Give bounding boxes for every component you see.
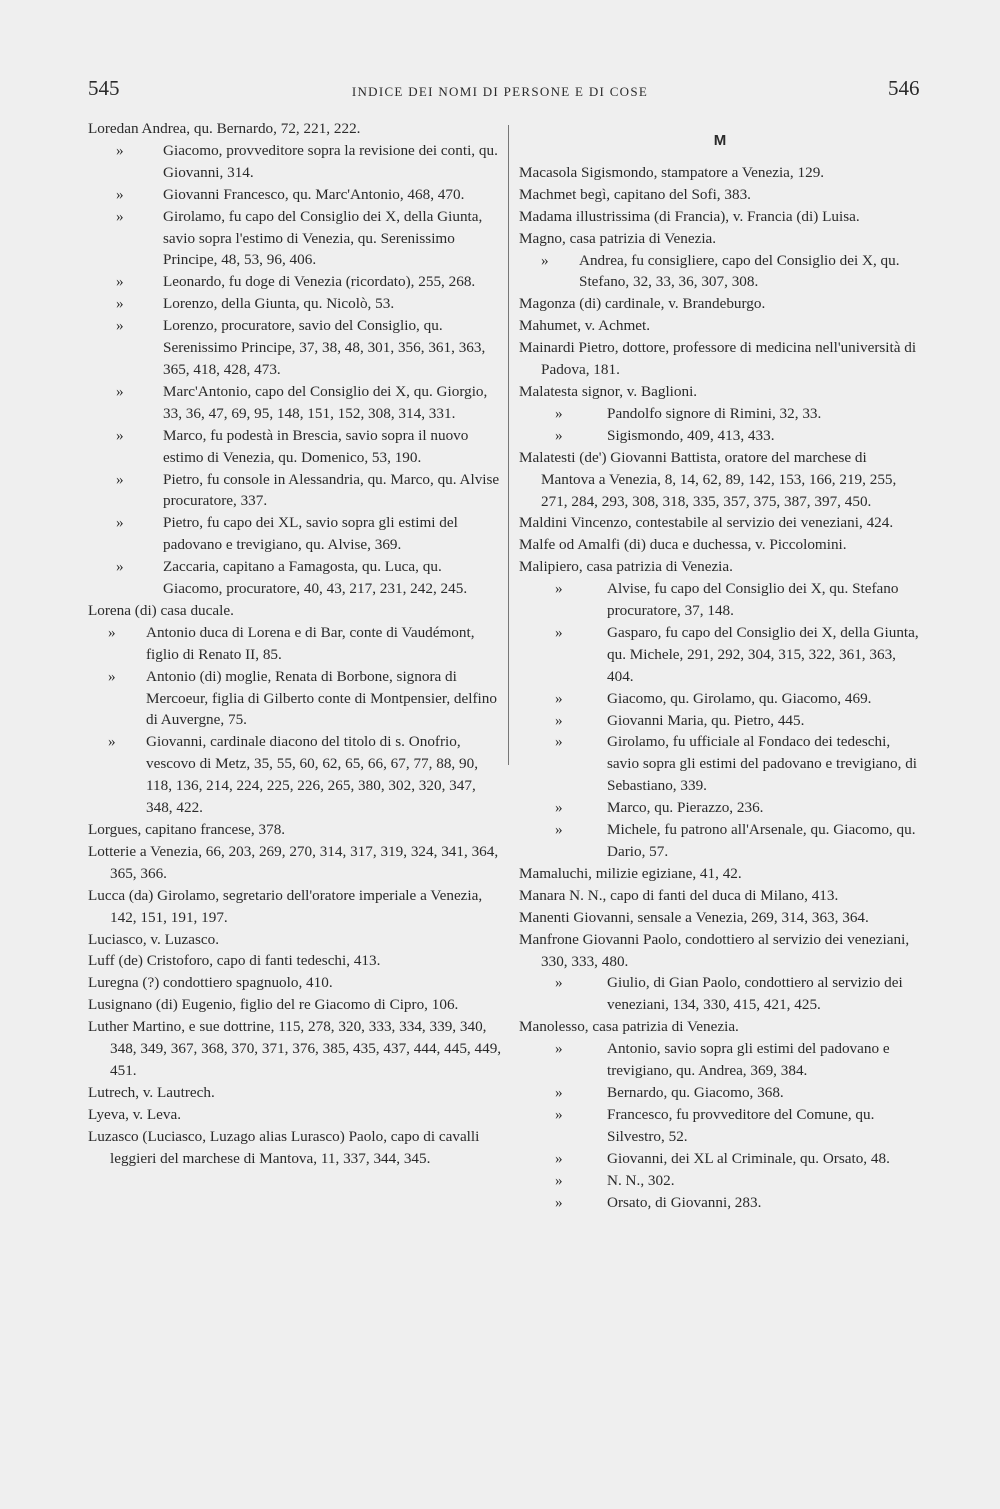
index-entry: [519, 907, 921, 929]
index-entry: [519, 315, 921, 337]
index-entry: [519, 381, 921, 403]
ditto-mark: »: [541, 251, 549, 269]
index-entry: [88, 118, 502, 140]
entry-text: Malfe od Amalfi (di) duca e duchessa, v. Piccolomini.: [519, 536, 847, 554]
entry-text: Lorgues, capitano francese, 378.: [88, 821, 286, 838]
entry-text: Marc'Antonio, capo del Consiglio dei X, qu. Giorgio, 33, 36, 47, 69, 95, 148, 151, 152, 308, 314, 331.: [163, 382, 488, 422]
entry-text: Alvise, fu capo del Consiglio dei X, qu. Stefano procuratore, 37, 148.: [607, 580, 899, 620]
index-entry: [88, 425, 502, 469]
index-entry: [519, 710, 921, 732]
index-entry: [88, 206, 502, 272]
entry-text: Luzasco (Luciasco, Luzago alias Lurasco) Paolo, capo di cavalli leggieri del marchese di Mantova, 11, 337, 344, 345.: [88, 1127, 480, 1167]
entry-text: Mahumet, v. Achmet.: [519, 317, 651, 335]
entry-text: Luff (de) Cristoforo, capo di fanti tedeschi, 413.: [88, 952, 381, 970]
index-entry: [88, 1126, 502, 1170]
index-entry: [88, 140, 502, 184]
index-entry: [519, 184, 921, 206]
ditto-mark: »: [116, 185, 124, 203]
index-entry: [88, 1082, 502, 1104]
entry-text: Giulio, di Gian Paolo, condottiero al servizio dei veneziani, 134, 330, 415, 421, 425.: [607, 974, 903, 1014]
ditto-mark: »: [116, 382, 124, 400]
index-entry: [88, 469, 502, 513]
entry-text: Pietro, fu console in Alessandria, qu. Marco, qu. Alvise procuratore, 337.: [163, 470, 500, 510]
ditto-mark: »: [555, 623, 563, 641]
index-entry: [88, 972, 502, 994]
entry-text: Lusignano (di) Eugenio, figlio del re Giacomo di Cipro, 106.: [88, 996, 459, 1014]
entry-text: Leonardo, fu doge di Venezia (ricordato), 255, 268.: [163, 273, 476, 291]
ditto-mark: »: [555, 1040, 563, 1058]
entry-text: Manara N. N., capo di fanti del duca di Milano, 413.: [519, 886, 839, 904]
ditto-mark: »: [116, 317, 124, 335]
index-entry: [519, 972, 921, 1016]
ditto-mark: »: [116, 470, 124, 488]
ditto-mark: »: [116, 295, 124, 313]
entry-text: Lorenzo, procuratore, savio del Consiglio, qu. Serenissimo Principe, 37, 38, 48, 301, 356, 361, 363, 365, 418, 428, 473.: [163, 317, 486, 378]
entry-text: Magonza (di) cardinale, v. Brandeburgo.: [519, 295, 766, 313]
index-entry: [519, 1148, 921, 1170]
index-entry: [88, 184, 502, 206]
index-entry: [519, 293, 921, 315]
index-entry: [519, 250, 921, 294]
index-entry: [519, 447, 921, 513]
ditto-mark: »: [555, 799, 563, 817]
running-header: INDICE DEI NOMI DI PERSONE E DI COSE: [351, 84, 649, 99]
index-entry: [88, 622, 502, 666]
section-letter: M: [713, 132, 727, 149]
ditto-mark: »: [555, 1083, 563, 1101]
index-entry: [88, 994, 502, 1016]
entry-text: Girolamo, fu ufficiale al Fondaco dei tedeschi, savio sopra gli estimi del padovano e trevigiano, di Sebastiano, 339.: [607, 733, 918, 795]
index-entry: [519, 403, 921, 425]
index-entry: [519, 534, 921, 556]
index-entry: [88, 819, 502, 841]
entry-text: Bernardo, qu. Giacomo, 368.: [607, 1083, 784, 1101]
entry-text: Lorena (di) casa ducale.: [88, 601, 234, 619]
index-entry: [88, 512, 502, 556]
ditto-mark: »: [555, 733, 563, 751]
entry-text: Madama illustrissima (di Francia), v. Francia (di) Luisa.: [519, 207, 860, 225]
index-entry: [519, 512, 921, 534]
entry-text: Malatesta signor, v. Baglioni.: [519, 382, 698, 400]
entry-text: Mainardi Pietro, dottore, professore di medicina nell'università di Padova, 181.: [519, 339, 917, 379]
index-entry: [88, 1104, 502, 1126]
ditto-mark: »: [555, 974, 563, 992]
index-entry: [519, 337, 921, 381]
entry-text: Mamaluchi, milizie egiziane, 41, 42.: [519, 864, 742, 882]
index-entry: [88, 556, 502, 600]
index-entry: [519, 819, 921, 863]
entry-text: Giovanni, dei XL al Criminale, qu. Orsato, 48.: [607, 1149, 890, 1167]
index-entry: [88, 315, 502, 381]
entry-text: Antonio, savio sopra gli estimi del padovano e trevigiano, qu. Andrea, 369, 384.: [607, 1040, 890, 1080]
entry-text: Antonio duca di Lorena e di Bar, conte di Vaudémont, figlio di Renato II, 85.: [146, 623, 475, 663]
index-entry: [88, 293, 502, 315]
entry-text: Giacomo, qu. Girolamo, qu. Giacomo, 469.: [607, 689, 872, 707]
entry-text: Macasola Sigismondo, stampatore a Venezia, 129.: [519, 163, 825, 181]
index-entry: [519, 1170, 921, 1192]
index-entry: [519, 885, 921, 907]
ditto-mark: »: [555, 1105, 563, 1123]
ditto-mark: »: [108, 667, 116, 685]
index-entry: [519, 731, 921, 797]
entry-text: Manolesso, casa patrizia di Venezia.: [519, 1018, 739, 1036]
entry-text: Orsato, di Giovanni, 283.: [607, 1193, 762, 1211]
ditto-mark: »: [116, 207, 124, 225]
index-entry: [88, 666, 502, 732]
ditto-mark: »: [116, 273, 124, 291]
entry-text: Lyeva, v. Leva.: [88, 1105, 182, 1123]
column-divider: [508, 125, 509, 765]
index-entry: [519, 1192, 921, 1214]
entry-text: Marco, qu. Pierazzo, 236.: [607, 799, 764, 817]
index-entry: [88, 1016, 502, 1082]
index-entry: [88, 950, 502, 972]
entry-text: Machmet begì, capitano del Sofi, 383.: [519, 185, 751, 203]
ditto-mark: »: [116, 426, 124, 444]
ditto-mark: »: [555, 1149, 563, 1167]
index-entry: [519, 863, 921, 885]
entry-text: Luciasco, v. Luzasco.: [88, 930, 220, 948]
ditto-mark: »: [555, 426, 563, 444]
ditto-mark: »: [555, 711, 563, 729]
entry-text: Andrea, fu consigliere, capo del Consiglio dei X, qu. Stefano, 32, 33, 36, 307, 308.: [579, 251, 900, 291]
entry-text: Luregna (?) condottiero spagnuolo, 410.: [88, 974, 333, 992]
entry-text: Sigismondo, 409, 413, 433.: [607, 426, 775, 444]
entry-text: Zaccaria, capitano a Famagosta, qu. Luca, qu. Giacomo, procuratore, 40, 43, 217, 231, 242, 245.: [163, 558, 468, 598]
index-entry: [519, 1104, 921, 1148]
entry-text: Gasparo, fu capo del Consiglio dei X, della Giunta, qu. Michele, 291, 292, 304, 315, 322, 361, 363, 404.: [607, 623, 919, 685]
entry-text: Malatesti (de') Giovanni Battista, oratore del marchese di Mantova a Venezia, 8, 14, 62, 89, 142, 153, 166, 219, 255, 271, 284, 293, 308, 318, 335, 357, 375, 387, 397, 450.: [519, 448, 897, 510]
page-number-right: 546: [888, 76, 920, 100]
ditto-mark: »: [555, 689, 563, 707]
entry-text: Loredan Andrea, qu. Bernardo, 72, 221, 222.: [88, 120, 361, 137]
entry-text: Girolamo, fu capo del Consiglio dei X, della Giunta, savio sopra l'estimo di Venezia, qu. Serenissimo Principe, 48, 53, 96, 406.: [163, 207, 483, 269]
entry-text: Lotterie a Venezia, 66, 203, 269, 270, 314, 317, 319, 324, 341, 364, 365, 366.: [88, 842, 499, 882]
ditto-mark: »: [116, 558, 124, 576]
index-entry: [88, 600, 502, 622]
index-entry: [519, 1038, 921, 1082]
index-entry: [519, 162, 921, 184]
index-entry: [88, 841, 502, 885]
ditto-mark: »: [555, 1193, 563, 1211]
page-number-left: 545: [88, 76, 120, 100]
entry-text: Pietro, fu capo dei XL, savio sopra gli estimi del padovano e trevigiano, qu. Alvise, 369.: [163, 514, 458, 554]
entry-text: Michele, fu patrono all'Arsenale, qu. Giacomo, qu. Dario, 57.: [607, 821, 916, 860]
entry-text: Antonio (di) moglie, Renata di Borbone, signora di Mercoeur, figlia di Gilberto conte di Montpensier, delfino di Auvergne, 75.: [146, 667, 497, 729]
index-entry: [88, 271, 502, 293]
ditto-mark: »: [116, 514, 124, 532]
index-entry: [519, 578, 921, 622]
ditto-mark: »: [108, 623, 116, 641]
index-entry: [519, 228, 921, 250]
entry-text: Giacomo, provveditore sopra la revisione dei conti, qu. Giovanni, 314.: [163, 141, 498, 181]
entry-text: Giovanni, cardinale diacono del titolo di s. Onofrio, vescovo di Metz, 35, 55, 60, 62, 65, 66, 67, 77, 88, 90, 118, 136, 214, 224, 225, 226, 265, 380, 302, 320, 347, 348, 422.: [146, 733, 478, 817]
index-entry: [88, 885, 502, 929]
index-entry: [88, 731, 502, 819]
index-entry: [519, 1016, 921, 1038]
ditto-mark: »: [108, 733, 116, 751]
entry-text: Magno, casa patrizia di Venezia.: [519, 229, 717, 247]
index-entry: [88, 929, 502, 951]
entry-text: Manfrone Giovanni Paolo, condottiero al servizio dei veneziani, 330, 333, 480.: [519, 930, 910, 970]
ditto-mark: »: [555, 1171, 563, 1189]
index-entry: [519, 622, 921, 688]
entry-text: Malipiero, casa patrizia di Venezia.: [519, 558, 733, 576]
entry-text: Lorenzo, della Giunta, qu. Nicolò, 53.: [163, 295, 395, 313]
ditto-mark: »: [555, 821, 563, 839]
ditto-mark: »: [555, 580, 563, 598]
entry-text: Maldini Vincenzo, contestabile al servizio dei veneziani, 424.: [519, 514, 894, 532]
entry-text: Lutrech, v. Lautrech.: [88, 1083, 215, 1101]
entry-text: Lucca (da) Girolamo, segretario dell'oratore imperiale a Venezia, 142, 151, 191, 197.: [88, 886, 483, 926]
index-entry: [519, 425, 921, 447]
entry-text: Giovanni Francesco, qu. Marc'Antonio, 468, 470.: [163, 185, 465, 203]
index-entry: [519, 797, 921, 819]
entry-text: Luther Martino, e sue dottrine, 115, 278, 320, 333, 334, 339, 340, 348, 349, 367, 368, 370, 371, 376, 385, 435, 437, 444, 445, 449, 451.: [88, 1018, 502, 1079]
index-entry: [519, 688, 921, 710]
left-column: [88, 118, 502, 1170]
index-entry: [519, 929, 921, 973]
index-entry: [88, 381, 502, 425]
index-entry: [519, 206, 921, 228]
ditto-mark: »: [555, 404, 563, 422]
index-entry: [519, 556, 921, 578]
entry-text: Giovanni Maria, qu. Pietro, 445.: [607, 711, 805, 729]
entry-text: Pandolfo signore di Rimini, 32, 33.: [607, 404, 822, 422]
entry-text: Francesco, fu provveditore del Comune, qu. Silvestro, 52.: [607, 1105, 875, 1145]
right-column: [519, 118, 921, 1213]
ditto-mark: »: [116, 141, 124, 159]
entry-text: Marco, fu podestà in Brescia, savio sopra il nuovo estimo di Venezia, qu. Domenico, 53, 190.: [163, 426, 469, 466]
entry-text: N. N., 302.: [607, 1171, 675, 1189]
entry-text: Manenti Giovanni, sensale a Venezia, 269, 314, 363, 364.: [519, 908, 869, 926]
index-entry: [519, 1082, 921, 1104]
